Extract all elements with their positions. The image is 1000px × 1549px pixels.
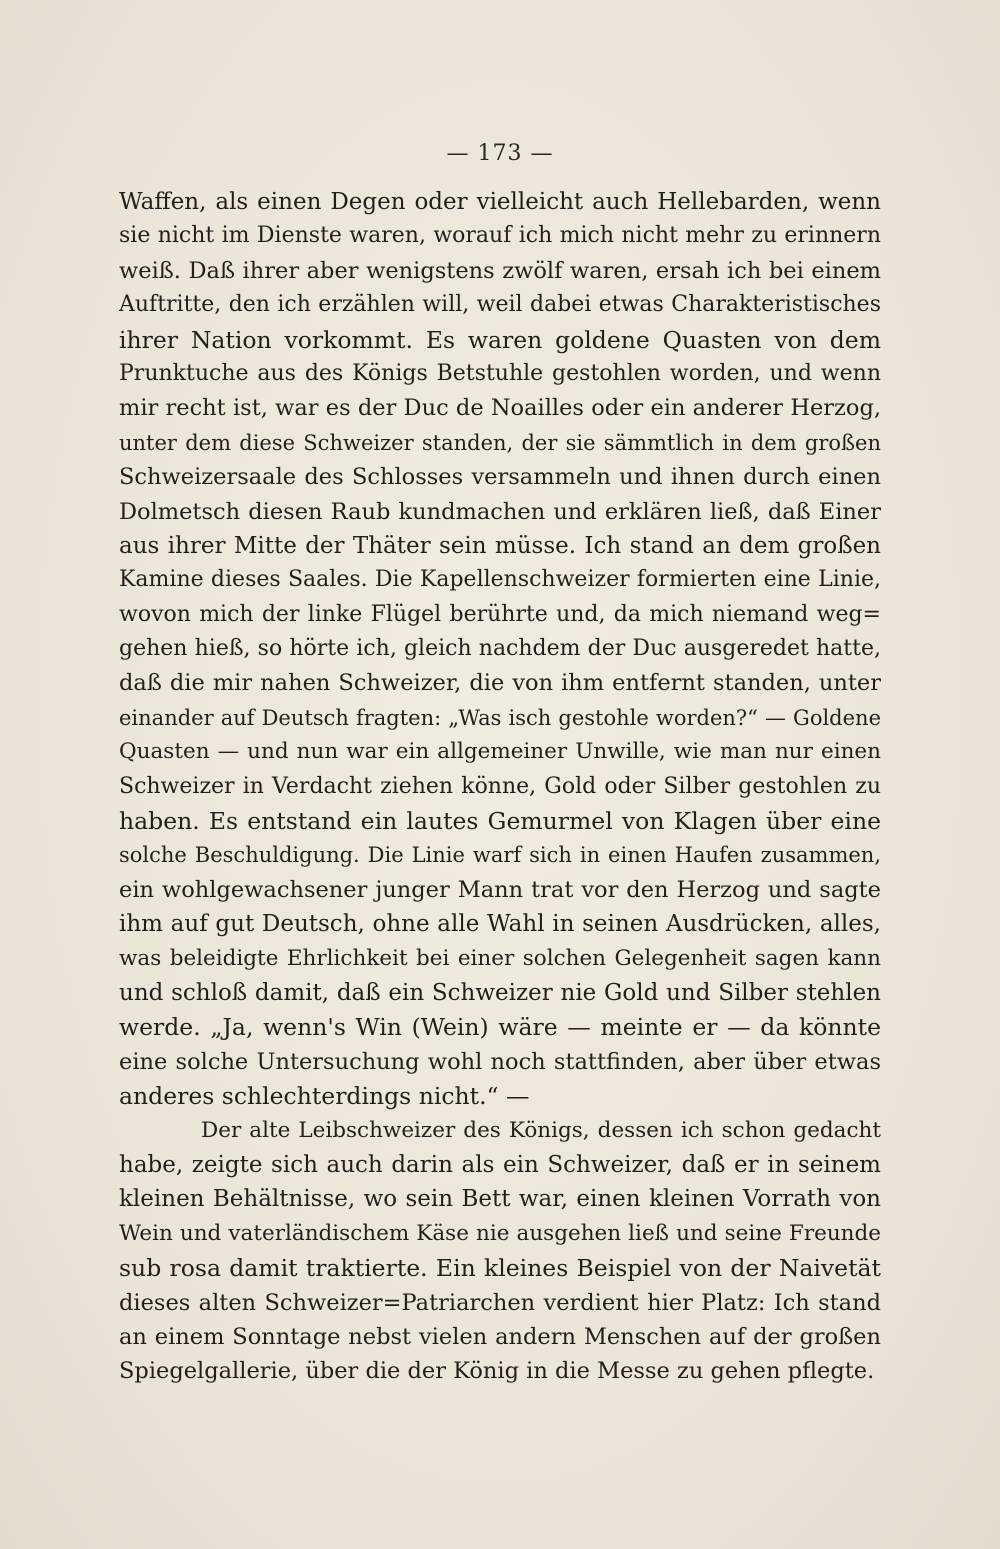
text-line: gehen hieß, so hörte ich, gleich nachdem der Duc ausgeredet hatte,	[119, 636, 881, 662]
text-line: was beleidigte Ehrlichkeit bei einer solchen Gelegenheit sagen kann	[119, 945, 881, 971]
text-line: ihrer Nation vorkommt. Es waren goldene Quasten von dem	[119, 325, 881, 354]
text-line: eine solche Untersuchung wohl noch stattfinden, aber über etwas	[119, 1048, 881, 1075]
text-line: anderes schlechterdings nicht.“ —	[119, 1082, 530, 1111]
text-line: Der alte Leibschweizer des Königs, dessen ich schon gedacht	[201, 1117, 881, 1143]
text-line: kleinen Behältnisse, wo sein Bett war, einen kleinen Vorrath von	[119, 1186, 881, 1213]
text-line: ihm auf gut Deutsch, ohne alle Wahl in seinen Ausdrücken, alles,	[119, 911, 881, 938]
text-line: daß die mir nahen Schweizer, die von ihm entfernt standen, unter	[119, 670, 881, 697]
text-line: Quasten — und nun war ein allgemeiner Unwille, wie man nur einen	[119, 739, 881, 765]
text-line: weiß. Daß ihrer aber wenigstens zwölf waren, ersah ich bei einem	[119, 257, 881, 284]
paragraph-2	[119, 1114, 881, 1389]
text-line: habe, zeigte sich auch darin als ein Schweizer, daß er in seinem	[119, 1151, 881, 1178]
text-line: solche Beschuldigung. Die Linie warf sich in einen Haufen zusammen,	[119, 843, 881, 868]
text-line: an einem Sonntage nebst vielen andern Menschen auf der großen	[119, 1323, 881, 1350]
text-line: Schweizersaale des Schlosses versammeln und ihnen durch einen	[119, 464, 881, 491]
text-line: Wein und vaterländischem Käse nie ausgehen ließ und seine Freunde	[119, 1220, 881, 1246]
text-line: Auftritte, den ich erzählen will, weil dabei etwas Charakteristisches	[119, 292, 881, 318]
text-line: Prunktuche aus des Königs Betstuhle gestohlen worden, und wenn	[119, 360, 881, 386]
text-line: unter dem diese Schweizer standen, der sie sämmtlich in dem großen	[119, 430, 881, 455]
text-line: haben. Es entstand ein lautes Gemurmel von Klagen über eine	[119, 807, 881, 836]
text-line: Spiegelgallerie, über die der König in die Messe zu gehen pflegte.	[119, 1358, 875, 1385]
page-number: — 173 —	[446, 141, 554, 166]
text-line: Schweizer in Verdacht ziehen könne, Gold oder Silber gestohlen zu	[119, 773, 881, 799]
text-line: sub rosa damit traktierte. Ein kleines Beispiel von der Naivetät	[119, 1254, 881, 1283]
paragraph-1	[119, 185, 881, 1114]
text-line: einander auf Deutsch fragten: „Was isch gestohle worden?“ — Goldene	[119, 705, 881, 730]
text-line: aus ihrer Mitte der Thäter sein müsse. Ich stand an dem großen	[119, 532, 881, 559]
text-line: sie nicht im Dienste waren, worauf ich mich nicht mehr zu erinnern	[119, 223, 881, 249]
body-text	[119, 185, 881, 1389]
text-line: dieses alten Schweizer=Patriarchen verdient hier Platz: Ich stand	[119, 1289, 881, 1316]
text-line: und schloß damit, daß ein Schweizer nie Gold und Silber stehlen	[119, 979, 881, 1006]
text-line: mir recht ist, war es der Duc de Noailles oder ein anderer Herzog,	[119, 395, 881, 422]
text-line: wovon mich der linke Flügel berührte und, da mich niemand weg=	[119, 601, 881, 627]
text-line: werde. „Ja, wenn's Win (Wein) wäre — meinte er — da könnte	[119, 1013, 881, 1042]
text-line: Waffen, als einen Degen oder vielleicht auch Hellebarden, wenn	[119, 189, 881, 215]
text-line: ein wohlgewachsener junger Mann trat vor den Herzog und sagte	[119, 876, 881, 903]
text-line: Kamine dieses Saales. Die Kapellenschweizer formierten eine Linie,	[119, 567, 881, 593]
text-line: Dolmetsch diesen Raub kundmachen und erklären ließ, daß Einer	[119, 498, 881, 525]
